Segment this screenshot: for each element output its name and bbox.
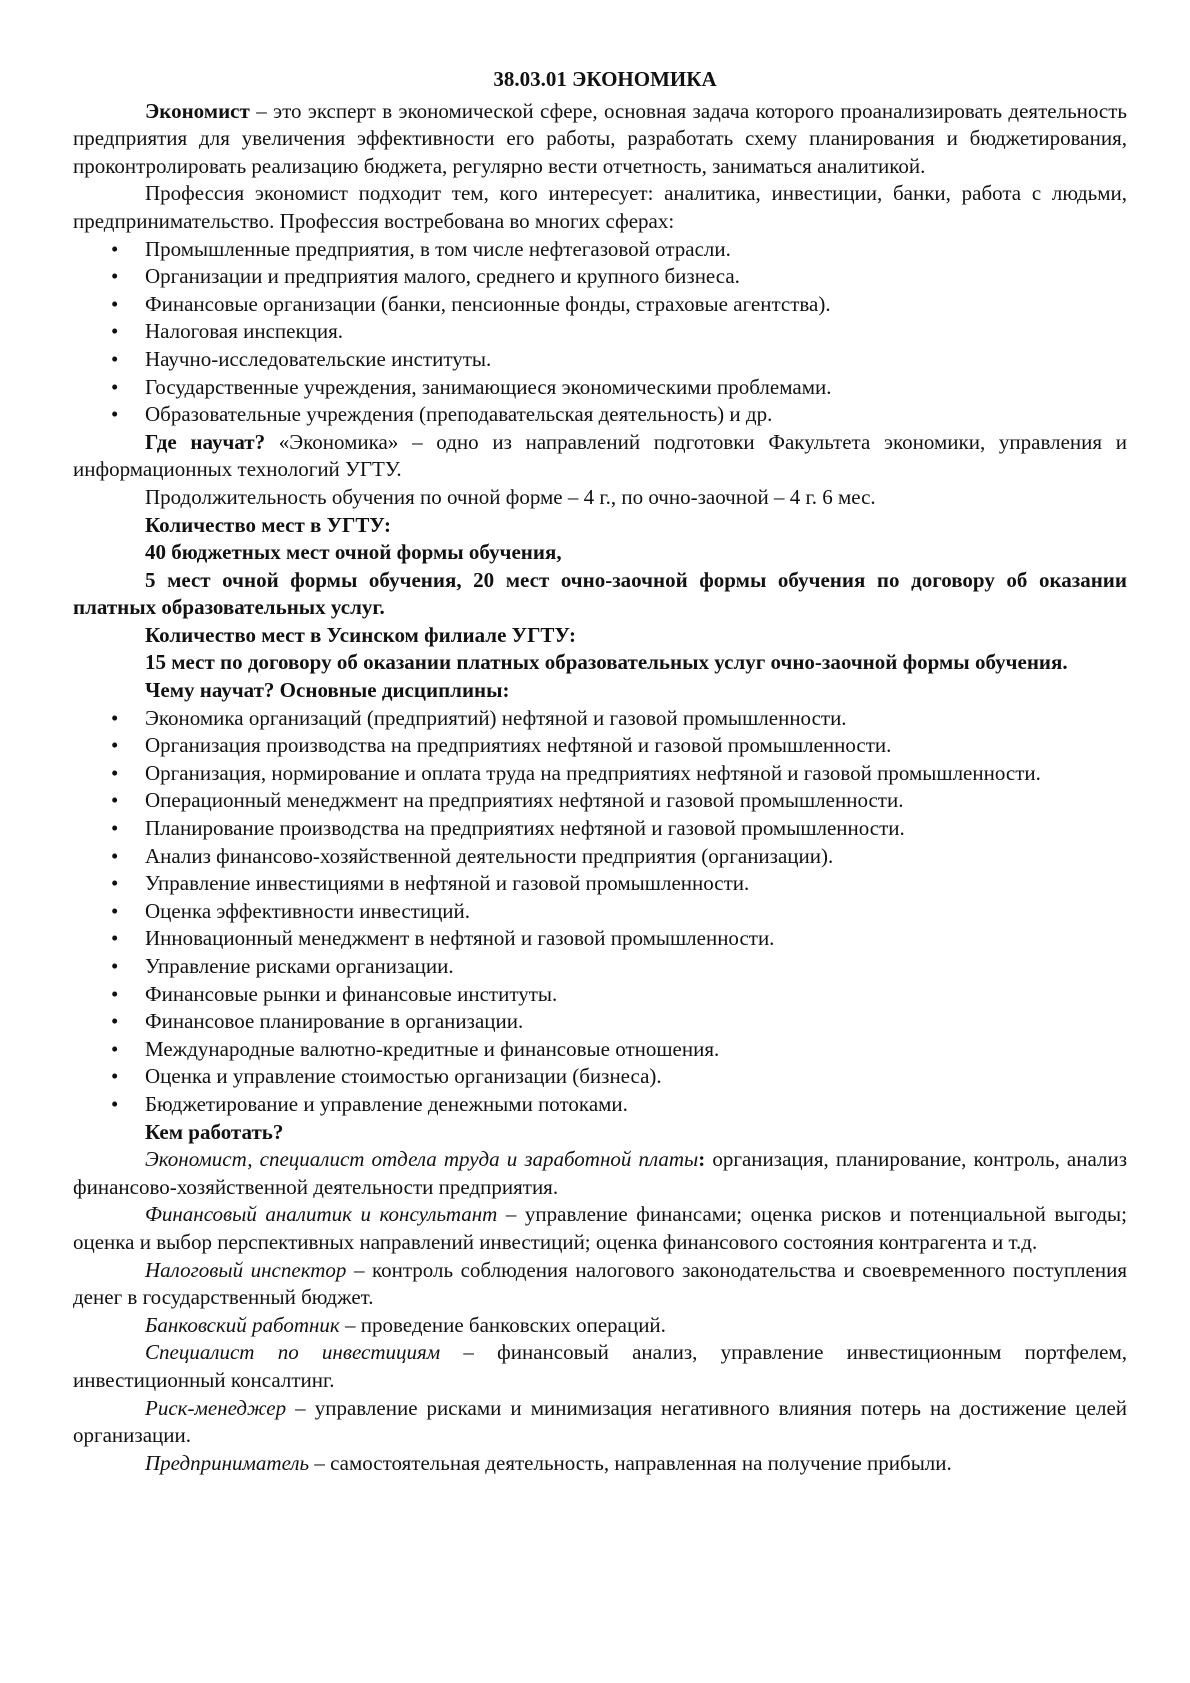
- list-item: • Государственные учреждения, занимающиеся экономическими проблемами.: [73, 374, 1127, 402]
- bullet-icon: •: [111, 236, 119, 261]
- where-label: Где научат?: [145, 429, 266, 454]
- intro-text: – это эксперт в экономической сфере, основная задача которого проанализировать деятельность предприятия для увеличения эффективности его работы, разработать схему планирования и бюджетирования, проконтролировать реализацию бюджета, регулярно вести отчетность, заниматься аналитикой.: [73, 98, 1127, 178]
- spheres-list: [73, 236, 1127, 429]
- list-item: • Анализ финансово-хозяйственной деятельности предприятия (организации).: [73, 843, 1127, 871]
- bullet-icon: •: [111, 981, 119, 1006]
- disciplines-list: [73, 705, 1127, 1119]
- career-role: Налоговый инспектор: [145, 1257, 347, 1282]
- list-item: • Управление рисками организации.: [73, 953, 1127, 981]
- list-item: • Бюджетирование и управление денежными потоками.: [73, 1091, 1127, 1119]
- list-item: • Финансовые рынки и финансовые институты.: [73, 981, 1127, 1009]
- career-paragraph: Риск-менеджер – управление рисками и минимизация негативного влияния потерь на достижение целей организации.: [73, 1395, 1128, 1448]
- places-paid: 5 мест очной формы обучения, 20 мест очно-заочной формы обучения по договору об оказании платных образовательных услуг.: [73, 567, 1127, 620]
- list-item: • Налоговая инспекция.: [73, 318, 1127, 346]
- career-role: Специалист по инвестициям: [145, 1340, 441, 1365]
- list-item: • Инновационный менеджмент в нефтяной и газовой промышленности.: [73, 925, 1127, 953]
- bullet-icon: •: [111, 926, 119, 951]
- list-item: • Управление инвестициями в нефтяной и газовой промышленности.: [73, 870, 1127, 898]
- bullet-icon: •: [111, 760, 119, 785]
- intro-paragraph: [73, 98, 1127, 181]
- places-usinsk-heading: Количество мест в Усинском филиале УГТУ:: [145, 622, 577, 647]
- bullet-icon: •: [111, 816, 119, 841]
- bullet-icon: •: [111, 319, 119, 344]
- places-usinsk: 15 мест по договору об оказании платных образовательных услуг очно-заочной формы обучения.: [145, 650, 1068, 675]
- bullet-icon: •: [111, 843, 119, 868]
- list-item: • Научно-исследовательские институты.: [73, 346, 1127, 374]
- career-paragraph: Налоговый инспектор – контроль соблюдения налогового законодательства и своевременного поступления денег в государственный бюджет.: [73, 1257, 1127, 1310]
- list-item: • Организация производства на предприятиях нефтяной и газовой промышленности.: [73, 732, 1127, 760]
- career-description: организация, планирование, контроль, анализ финансово-хозяйственной деятельности предприятия.: [73, 1147, 1127, 1199]
- list-item: • Операционный менеджмент на предприятиях нефтяной и газовой промышленности.: [73, 787, 1127, 815]
- places-budget: 40 бюджетных мест очной формы обучения,: [145, 540, 562, 565]
- page-title: 38.03.01 ЭКОНОМИКА: [493, 67, 717, 91]
- careers-heading: Кем работать?: [145, 1119, 284, 1144]
- career-description: самостоятельная деятельность, направленная на получение прибыли.: [330, 1450, 952, 1475]
- places-ugtu-heading: Количество мест в УГТУ:: [145, 512, 392, 537]
- list-item: • Планирование производства на предприятиях нефтяной и газовой промышленности.: [73, 815, 1127, 843]
- where-paragraph: [73, 429, 1127, 484]
- bullet-icon: •: [111, 871, 119, 896]
- career-description: проведение банковских операций.: [360, 1312, 666, 1337]
- list-item: • Международные валютно-кредитные и финансовые отношения.: [73, 1036, 1127, 1064]
- bullet-icon: •: [111, 705, 119, 730]
- bullet-icon: •: [111, 291, 119, 316]
- career-description: финансовый анализ, управление инвестиционным портфелем, инвестиционный консалтинг.: [73, 1340, 1127, 1392]
- career-paragraph: Экономист, специалист отдела труда и заработной платы: организация, планирование, контроль, анализ финансово-хозяйственной деятельности предприятия.: [73, 1147, 1127, 1199]
- bullet-icon: •: [111, 788, 119, 813]
- list-item: • Оценка и управление стоимостью организации (бизнеса).: [73, 1063, 1127, 1091]
- list-item: • Экономика организаций (предприятий) нефтяной и газовой промышленности.: [73, 705, 1127, 733]
- career-paragraph: Банковский работник – проведение банковских операций.: [145, 1312, 666, 1337]
- career-paragraph: Финансовый аналитик и консультант – управление финансами; оценка рисков и потенциальной выгоды; оценка и выбор перспективных направлений инвестиций; оценка финансового состояния контрагента и т.д.: [73, 1202, 1127, 1254]
- career-role: Экономист, специалист отдела труда и заработной платы: [145, 1147, 699, 1172]
- bullet-icon: •: [111, 402, 119, 427]
- bullet-icon: •: [111, 346, 119, 371]
- career-paragraph: Специалист по инвестициям – финансовый анализ, управление инвестиционным портфелем, инвестиционный консалтинг.: [73, 1340, 1127, 1392]
- career-description: управление финансами; оценка рисков и потенциальной выгоды; оценка и выбор перспективных направлений инвестиций; оценка финансового состояния контрагента и т.д.: [73, 1202, 1127, 1254]
- career-role: Предприниматель: [145, 1450, 310, 1475]
- list-item: • Оценка эффективности инвестиций.: [73, 898, 1127, 926]
- list-item: • Организации и предприятия малого, среднего и крупного бизнеса.: [73, 263, 1127, 291]
- where-text: «Экономика» – одно из направлений подготовки Факультета экономики, управления и информационных технологий УГТУ.: [73, 429, 1127, 482]
- career-description: контроль соблюдения налогового законодательства и своевременного поступления денег в государственный бюджет.: [73, 1257, 1127, 1310]
- bullet-icon: •: [111, 264, 119, 289]
- bullet-icon: •: [111, 374, 119, 399]
- career-role: Банковский работник: [145, 1312, 340, 1337]
- bullet-icon: •: [111, 1036, 119, 1061]
- disciplines-heading: Чему научат? Основные дисциплины:: [145, 678, 510, 703]
- bullet-icon: •: [111, 898, 119, 923]
- bullet-icon: •: [111, 1091, 119, 1116]
- career-paragraph: Предприниматель – самостоятельная деятельность, направленная на получение прибыли.: [145, 1450, 952, 1475]
- bullet-icon: •: [111, 1064, 119, 1089]
- bullet-icon: •: [111, 1009, 119, 1034]
- career-role: Финансовый аналитик и консультант: [145, 1202, 498, 1227]
- list-item: • Финансовые организации (банки, пенсионные фонды, страховые агентства).: [73, 291, 1127, 319]
- career-role: Риск-менеджер: [145, 1395, 287, 1420]
- career-description: управление рисками и минимизация негативного влияния потерь на достижение целей организации.: [73, 1395, 1128, 1448]
- duration-paragraph: Продолжительность обучения по очной форме – 4 г., по очно-заочной – 4 г. 6 мес.: [145, 484, 876, 509]
- intro-term: Экономист: [145, 98, 250, 123]
- bullet-icon: •: [111, 733, 119, 758]
- list-item: • Промышленные предприятия, в том числе нефтегазовой отрасли.: [73, 236, 1127, 264]
- list-item: • Образовательные учреждения (преподавательская деятельность) и др.: [73, 401, 1127, 429]
- list-item: • Финансовое планирование в организации.: [73, 1008, 1127, 1036]
- profession-paragraph: Профессия экономист подходит тем, кого интересует: аналитика, инвестиции, банки, работа с людьми, предпринимательство. Профессия востребована во многих сферах:: [73, 181, 1127, 233]
- bullet-icon: •: [111, 954, 119, 978]
- list-item: • Организация, нормирование и оплата труда на предприятиях нефтяной и газовой промышленности.: [73, 760, 1127, 788]
